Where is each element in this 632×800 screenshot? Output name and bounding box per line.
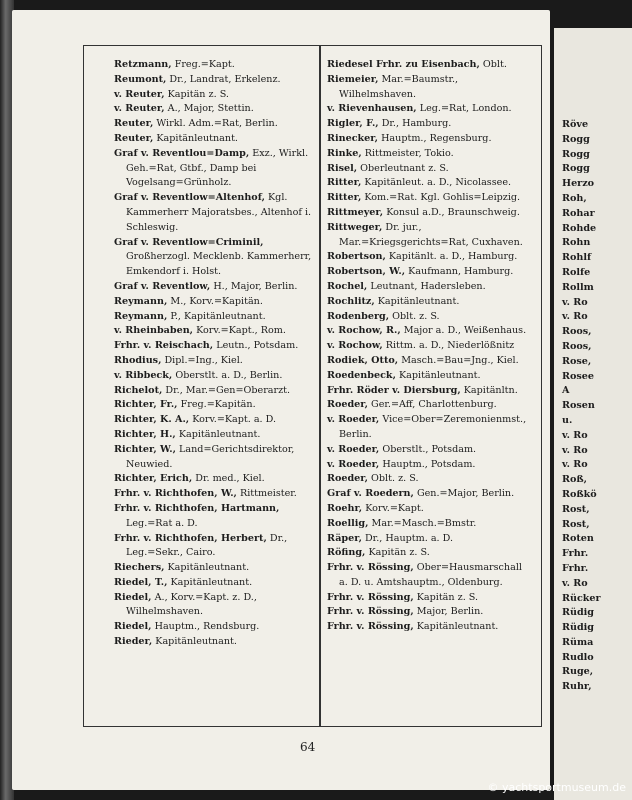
entry-details: Major a. D., Weißenhaus. xyxy=(403,325,527,337)
entry-name: Frhr. v. Rössing, xyxy=(327,591,414,603)
entry-name: Riedel, xyxy=(114,621,152,633)
next-page-fragments xyxy=(562,118,601,695)
entry-details: Kapitänleutnant. xyxy=(155,636,237,648)
entry-details: Dr. med., Kiel. xyxy=(195,473,265,485)
entry-name: v. Rievenhausen, xyxy=(327,103,417,115)
entry-details: Freg.=Kapitän. xyxy=(180,399,256,411)
entry-details: Oblt. xyxy=(482,59,507,70)
entry-name: Frhr. Röder v. Diersburg, xyxy=(327,384,461,396)
fragment: Rollm xyxy=(562,281,594,293)
list-item xyxy=(114,324,314,339)
fragment: Rüma xyxy=(562,636,594,648)
list-item xyxy=(327,561,533,591)
entry-details: Dipl.=Ing., Kiel. xyxy=(164,354,243,366)
list-item xyxy=(327,413,533,443)
entry-name: Ritter, xyxy=(327,192,362,204)
entry-name: Reymann, xyxy=(114,310,168,322)
fragment: Rudlo xyxy=(562,651,594,663)
entry-details: Dr. jur., Mar.=Kriegsgerichts=Rat, Cuxhaven. xyxy=(339,221,523,248)
entry-details: Leutn., Potsdam. xyxy=(216,340,299,352)
entry-details: Kgl. Kammerherr Majoratsbes., Altenhof i. Schleswig. xyxy=(126,192,312,233)
entry-details: Kapitänleutnant. xyxy=(178,428,261,440)
list-item xyxy=(327,398,533,413)
entry-name: Frhr. v. Rössing, xyxy=(327,562,414,574)
list-item xyxy=(114,635,314,650)
fragment: Roß, xyxy=(562,474,588,486)
entry-details: Leg.=Rat a. D. xyxy=(126,517,198,529)
entry-name: Richter, Erich, xyxy=(114,473,193,485)
fragment: Röve xyxy=(562,119,589,130)
list-item xyxy=(327,620,533,635)
list-item xyxy=(327,591,533,606)
entry-details: Masch.=Bau=Jng., Kiel. xyxy=(401,354,519,366)
list-item xyxy=(327,280,533,295)
list-item xyxy=(327,58,533,73)
entry-name: v. Rochow, R., xyxy=(327,325,401,337)
entry-name: Risel, xyxy=(327,162,358,174)
list-item xyxy=(327,605,533,620)
entry-details: Wirkl. Adm.=Rat, Berlin. xyxy=(156,118,278,130)
entry-details: Ober=Hausmarschall a. D. u. Amtshauptm., Oldenburg. xyxy=(339,562,522,588)
fragment: Roßkö xyxy=(562,488,597,500)
entry-name: Richelot, xyxy=(114,384,163,396)
entry-name: Rochlitz, xyxy=(327,295,375,307)
list-item xyxy=(114,591,314,621)
watermark: © yachtsportmuseum.de xyxy=(487,781,626,794)
list-item xyxy=(327,339,533,354)
entry-details: Kapitän z. S. xyxy=(416,591,479,603)
list-item xyxy=(114,147,314,191)
left-column xyxy=(114,58,314,650)
entry-details: Dr., Hauptm. a. D. xyxy=(364,532,454,544)
list-item xyxy=(327,132,533,147)
entry-details: H., Major, Berlin. xyxy=(213,280,298,292)
entry-name: Riedel, xyxy=(114,591,152,603)
entry-details: Hauptm., Regensburg. xyxy=(381,132,492,144)
fragment: Rohlf xyxy=(562,252,592,264)
fragment: Rüdig xyxy=(562,607,595,619)
entry-name: Frhr. v. Rössing, xyxy=(327,621,414,633)
entry-details: Vice=Ober=Zeremonienmst., Berlin. xyxy=(339,414,527,440)
entry-details: Kapitänleutnant. xyxy=(377,295,460,307)
list-item xyxy=(327,517,533,532)
list-item xyxy=(114,117,314,132)
entry-name: Rinecker, xyxy=(327,132,378,144)
entry-name: Richter, Fr., xyxy=(114,399,178,411)
fragment: Rogg xyxy=(562,148,590,160)
fragment: Rogg xyxy=(562,133,590,145)
entry-details: Kapitänleutnant. xyxy=(170,576,253,588)
list-item xyxy=(327,443,533,458)
entry-details: Oblt. z. S. xyxy=(371,473,419,485)
fragment: v. Ro xyxy=(562,577,588,589)
entry-details: Hauptm., Potsdam. xyxy=(382,458,476,470)
fragment: Roos, xyxy=(562,340,592,352)
list-item xyxy=(114,88,314,103)
entry-name: Frhr. v. Rössing, xyxy=(327,606,414,618)
entry-name: Graf v. Reventlou=Damp, xyxy=(114,147,250,159)
entry-name: Riemeier, xyxy=(327,73,379,85)
entry-name: Graf v. Reventlow=Altenhof, xyxy=(114,192,265,204)
entry-details: Rittmeister, Tokio. xyxy=(364,147,454,159)
entry-name: Roehr, xyxy=(327,502,363,514)
list-item xyxy=(114,472,314,487)
list-item xyxy=(114,58,314,73)
list-item xyxy=(327,191,533,206)
entry-details: M., Korv.=Kapitän. xyxy=(170,295,263,307)
entry-details: Oblt. z. S. xyxy=(392,310,440,322)
entry-name: Rinke, xyxy=(327,147,362,159)
entry-details: Leg.=Rat, London. xyxy=(419,103,512,115)
list-item xyxy=(327,206,533,221)
entry-details: Kapitän z. S. xyxy=(167,88,229,100)
entry-name: Frhr. v. Richthofen, Hartmann, xyxy=(114,502,280,514)
entry-name: v. Roeder, xyxy=(327,443,380,455)
entry-details: Freg.=Kapt. xyxy=(174,59,235,70)
entry-details: Kapitän z. S. xyxy=(368,547,430,559)
entry-details: Dr., Mar.=Gen=Oberarzt. xyxy=(165,384,291,396)
fragment: Roten xyxy=(562,533,594,545)
entry-details: Leutnant, Hadersleben. xyxy=(370,280,486,292)
list-item xyxy=(327,324,533,339)
column-divider xyxy=(319,45,321,727)
fragment: v. Ro xyxy=(562,429,588,441)
fragment: Rose, xyxy=(562,355,592,367)
entry-name: Richter, K. A., xyxy=(114,414,190,426)
list-item xyxy=(114,295,314,310)
fragment: Rohn xyxy=(562,237,591,249)
list-item xyxy=(114,102,314,117)
fragment: v. Ro xyxy=(562,296,588,308)
entry-details: Dr., Hamburg. xyxy=(381,118,452,130)
entry-name: Räper, xyxy=(327,532,362,544)
entry-name: Rodenberg, xyxy=(327,310,390,322)
fragment: Rüdig xyxy=(562,622,595,634)
entry-name: Roellig, xyxy=(327,517,369,529)
entry-details: Konsul a.D., Braunschweig. xyxy=(386,206,520,218)
entry-name: Röfing, xyxy=(327,547,366,559)
entry-name: Rieder, xyxy=(114,636,153,648)
list-item xyxy=(327,502,533,517)
entry-details: A., Major, Stettin. xyxy=(167,103,254,115)
entry-name: Reumont, xyxy=(114,73,167,85)
entry-name: Rittweger, xyxy=(327,221,383,233)
entry-name: Retzmann, xyxy=(114,59,172,70)
list-item xyxy=(114,310,314,325)
entry-details: Mar.=Baumstr., Wilhelmshaven. xyxy=(339,73,459,100)
entry-details: Ger.=Aff, Charlottenburg. xyxy=(371,399,497,411)
list-item xyxy=(114,354,314,369)
list-item xyxy=(327,221,533,251)
entry-name: v. Rochow, xyxy=(327,340,383,352)
fragment: Rolfe xyxy=(562,266,591,278)
entry-details: Kapitänleutnant. xyxy=(416,621,499,633)
right-column xyxy=(327,58,533,635)
entry-details: Kapitänlt. a. D., Hamburg. xyxy=(388,251,518,263)
next-page-edge xyxy=(554,28,632,800)
list-item xyxy=(114,428,314,443)
entry-details: Oberstlt. a. D., Berlin. xyxy=(175,369,283,381)
list-item xyxy=(114,502,314,532)
entry-details: Dr., Landrat, Erkelenz. xyxy=(169,73,281,85)
entry-details: Land=Gerichtsdirektor, Neuwied. xyxy=(126,443,295,470)
entry-name: Frhr. v. Richthofen, Herbert, xyxy=(114,532,267,544)
list-item xyxy=(327,310,533,325)
entry-details: Major, Berlin. xyxy=(416,606,484,618)
list-item xyxy=(327,384,533,399)
fragment: Rost, xyxy=(562,518,590,530)
entry-details: Gen.=Major, Berlin. xyxy=(416,488,515,500)
list-item xyxy=(327,458,533,473)
list-item xyxy=(327,176,533,191)
list-item xyxy=(327,487,533,502)
entry-name: Rittmeyer, xyxy=(327,206,384,218)
entry-details: Hauptm., Rendsburg. xyxy=(154,621,260,633)
list-item xyxy=(327,354,533,369)
fragment: Rohar xyxy=(562,207,595,219)
entry-name: Riedesel Frhr. zu Eisenbach, xyxy=(327,59,480,70)
entry-details: Korv.=Kapt., Rom. xyxy=(196,325,286,337)
entry-name: Riechers, xyxy=(114,562,165,574)
fragment: v. Ro xyxy=(562,459,588,471)
entry-name: Roedenbeck, xyxy=(327,369,396,381)
list-item xyxy=(327,472,533,487)
entry-name: v. Roeder, xyxy=(327,458,380,470)
fragment: v. Ro xyxy=(562,444,588,456)
entry-name: Rodiek, Otto, xyxy=(327,354,399,366)
entry-name: Reuter, xyxy=(114,132,154,144)
entry-name: v. Reuter, xyxy=(114,88,165,100)
entry-name: Richter, W., xyxy=(114,443,176,455)
list-item xyxy=(114,487,314,502)
fragment: Rosee xyxy=(562,370,594,382)
list-item xyxy=(327,546,533,561)
entry-details: Oberstlt., Potsdam. xyxy=(382,443,477,455)
fragment: Roos, xyxy=(562,326,592,338)
fragment: u. xyxy=(562,414,573,426)
entry-details: Dr., Leg.=Sekr., Cairo. xyxy=(126,532,288,559)
entry-name: Rhodius, xyxy=(114,354,162,366)
entry-name: Graf v. Reventlow=Criminil, xyxy=(114,236,264,248)
entry-details: P., Kapitänleutnant. xyxy=(170,310,266,322)
entry-details: A., Korv.=Kapt. z. D., Wilhelmshaven. xyxy=(126,591,257,618)
entry-name: Frhr. v. Reischach, xyxy=(114,340,214,352)
entry-name: Rochel, xyxy=(327,280,368,292)
entry-details: Kom.=Rat. Kgl. Gohlis=Leipzig. xyxy=(364,192,521,204)
fragment: Frhr. xyxy=(562,548,589,560)
list-item xyxy=(114,413,314,428)
list-item xyxy=(114,236,314,280)
entry-details: Kaufmann, Hamburg. xyxy=(408,266,514,278)
fragment: Ruhr, xyxy=(562,681,592,693)
list-item xyxy=(327,295,533,310)
entry-name: Richter, H., xyxy=(114,428,176,440)
list-item xyxy=(327,532,533,547)
entry-name: Rigler, F., xyxy=(327,118,379,130)
fragment: Frhr. xyxy=(562,562,589,574)
entry-name: v. Ribbeck, xyxy=(114,369,173,381)
list-item xyxy=(114,532,314,562)
entry-name: Roeder, xyxy=(327,399,368,411)
entry-name: v. Reuter, xyxy=(114,103,165,115)
list-item xyxy=(327,265,533,280)
entry-name: Roeder, xyxy=(327,473,368,485)
entry-details: Kapitänleutnant. xyxy=(156,132,238,144)
fragment: Rogg xyxy=(562,163,590,175)
entry-details: Rittm. a. D., Niederlößnitz xyxy=(385,340,515,352)
entry-name: Robertson, xyxy=(327,251,386,263)
list-item xyxy=(114,561,314,576)
entry-name: Riedel, T., xyxy=(114,576,168,588)
list-item xyxy=(327,162,533,177)
list-item xyxy=(327,250,533,265)
entry-details: Kapitänltn. xyxy=(463,384,518,396)
fragment: A xyxy=(562,385,570,397)
list-item xyxy=(114,132,314,147)
entry-name: Reymann, xyxy=(114,295,168,307)
list-item xyxy=(327,73,533,103)
list-item xyxy=(327,117,533,132)
fragment: Rohde xyxy=(562,222,597,234)
entry-details: Kapitänleutnant. xyxy=(398,369,481,381)
entry-name: Frhr. v. Richthofen, W., xyxy=(114,488,237,500)
fragment: Rosen xyxy=(562,400,595,412)
entry-name: Graf v. Roedern, xyxy=(327,488,414,500)
list-item xyxy=(327,147,533,162)
fragment: Herzo xyxy=(562,178,595,190)
list-item xyxy=(114,398,314,413)
list-item xyxy=(114,620,314,635)
entry-details: Korv.=Kapt. xyxy=(365,502,424,514)
entry-details: Kapitänleutnant. xyxy=(167,562,250,574)
fragment: Rücker xyxy=(562,592,601,604)
entry-details: Großherzogl. Mecklenb. Kammerherr, Emkendorf i. Holst. xyxy=(126,251,312,278)
entry-name: v. Roeder, xyxy=(327,414,380,426)
entry-details: Oberleutnant z. S. xyxy=(360,162,449,174)
entry-details: Korv.=Kapt. a. D. xyxy=(192,414,277,426)
list-item xyxy=(114,369,314,384)
entry-name: Robertson, W., xyxy=(327,266,406,278)
page-number: 64 xyxy=(300,740,316,754)
list-item xyxy=(114,443,314,473)
entry-details: Mar.=Masch.=Bmstr. xyxy=(371,517,477,529)
entry-name: v. Rheinbaben, xyxy=(114,325,194,337)
entry-name: Ritter, xyxy=(327,177,362,189)
fragment: Rost, xyxy=(562,503,590,515)
list-item xyxy=(327,102,533,117)
entry-name: Graf v. Reventlow, xyxy=(114,280,211,292)
fragment: v. Ro xyxy=(562,311,588,323)
entry-details: Rittmeister. xyxy=(239,488,297,500)
list-item xyxy=(327,369,533,384)
fragment: Roh, xyxy=(562,192,587,204)
list-item xyxy=(114,339,314,354)
entry-details: Kapitänleut. a. D., Nicolassee. xyxy=(364,177,512,189)
list-item xyxy=(114,280,314,295)
entry-name: Reuter, xyxy=(114,118,154,130)
entry-details: Exz., Wirkl. Geh.=Rat, Gtbf., Damp bei Vogelsang=Grünholz. xyxy=(126,147,309,189)
list-item xyxy=(114,73,314,88)
fragment: Ruge, xyxy=(562,666,594,678)
list-item xyxy=(114,384,314,399)
list-item xyxy=(114,576,314,591)
list-item xyxy=(114,191,314,235)
